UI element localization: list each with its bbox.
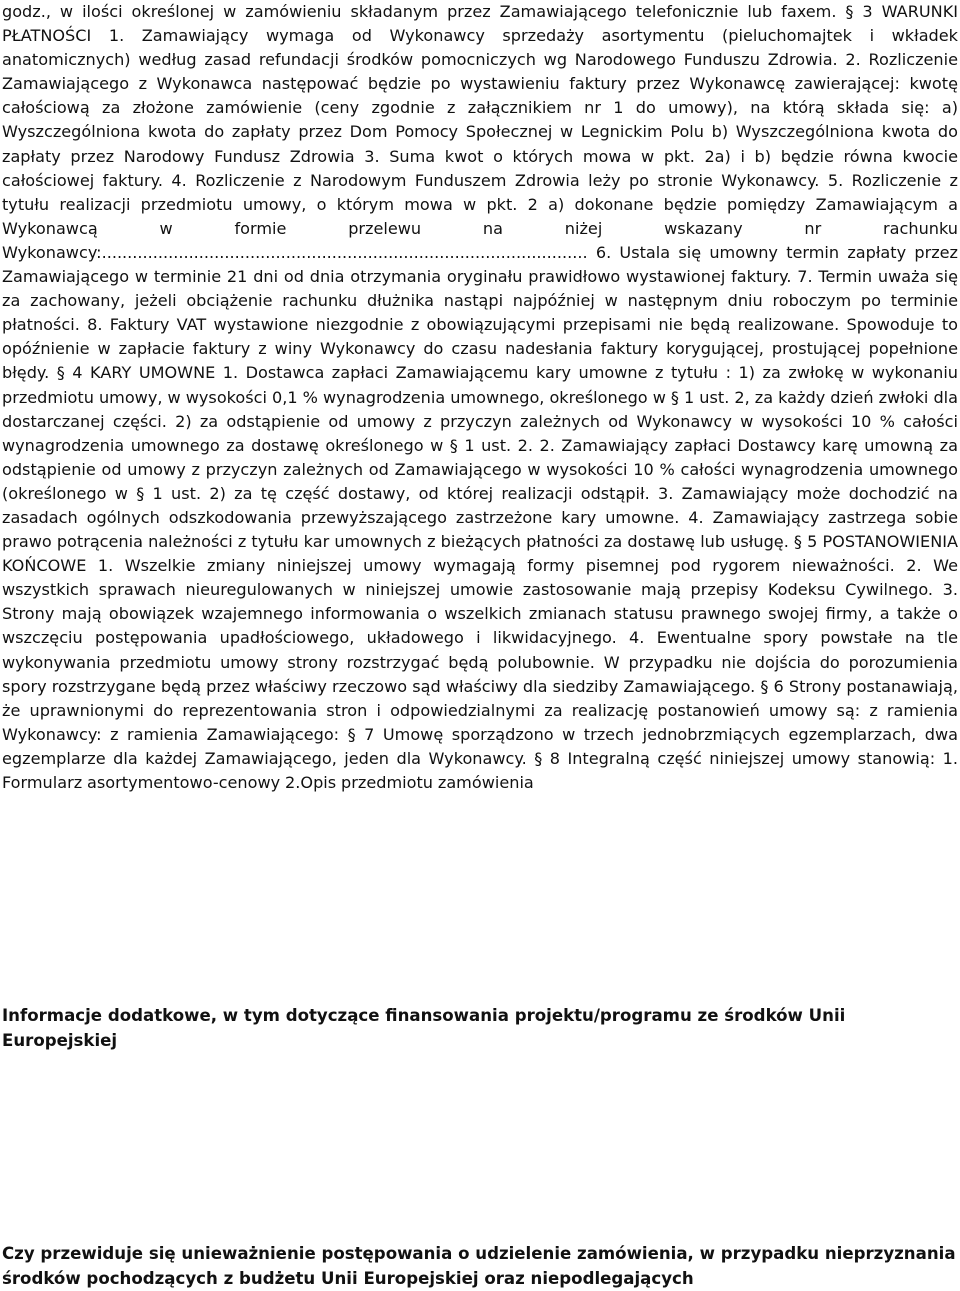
contract-terms-paragraph: godz., w ilości określonej w zamówieniu składanym przez Zamawiającego telefonicznie lub faxem. § 3 WARUNKI PŁATNOŚCI 1. Zamawiający wymaga od Wykonawcy sprzedaży asortymentu (pieluchomajtek i wkładek anatomicznych) według zasad refundacji środków pomocniczych wg Narodowego Funduszu Zdrowia. 2. Rozliczenie Zamawiającego z Wykonawca następować będzie po wystawieniu faktury przez Wykonawcę zawierającej: kwotę całościową za złożone zamówienie (ceny zgodnie z załącznikiem nr 1 do umowy), na którą składa się: a) Wyszczególniona kwota do zapłaty przez Dom Pomocy Społecznej w Legnickim Polu b) Wyszczególniona kwota do zapłaty przez Narodowy Fundusz Zdrowia 3. Suma kwot o których mowa w pkt. 2a) i b) będzie równa kwocie całościowej faktury. 4. Rozliczenie z Narodowym Funduszem Zdrowia leży po stronie Wykonawcy. 5. Rozliczenie z tytułu realizacji przedmiotu umowy, o którym mowa w pkt. 2 a) dokonane będzie pomiędzy Zamawiającym a Wykonawcą w formie przelewu na niżej wskazany nr rachunku Wykonawcy:............................................................................................... 6. Ustala się umowny termin zapłaty przez Zamawiającego w terminie 21 dni od dnia otrzymania oryginału prawidłowo wystawionej faktury. 7. Termin uważa się za zachowany, jeżeli obciążenie rachunku dłużnika nastąpi najpóźniej w następnym dniu roboczym po terminie płatności. 8. Faktury VAT wystawione niezgodnie z obowiązującymi przepisami nie będą realizowane. Spowoduje to opóźnienie w zapłacie faktury z winy Wykonawcy do czasu nadesłania faktury korygującej, prostującej popełnione błędy. § 4 KARY UMOWNE 1. Dostawca zapłaci Zamawiającemu kary umowne z tytułu : 1) za zwłokę w wykonaniu przedmiotu umowy, w wysokości 0,1 % wynagrodzenia umownego, określonego w § 1 ust. 2, za każdy dzień zwłoki dla dostarczanej części. 2) za odstąpienie od umowy z przyczyn zależnych od Wykonawcy w wysokości 10 % całości wynagrodzenia umownego za dostawę określonego w § 1 ust. 2. 2. Zamawiający zapłaci Dostawcy karę umowną za odstąpienie od umowy z przyczyn zależnych od Zamawiającego w wysokości 10 % całości wynagrodzenia umownego (określonego w § 1 ust. 2) za tę część dostawy, od której realizacji odstąpił. 3. Zamawiający może dochodzić na zasadach ogólnych odszkodowania przewyższającego zastrzeżone kary umowne. 4. Zamawiający zastrzega sobie prawo potrącenia należności z tytułu kar umownych z bieżących płatności za dostawę lub usługę. § 5 POSTANOWIENIA KOŃCOWE 1. Wszelkie zmiany niniejszej umowy wymagają formy pisemnej pod rygorem nieważności. 2. We wszystkich sprawach nieuregulowanych w niniejszej umowie zastosowanie mają przepisy Kodeksu Cywilnego. 3. Strony mają obowiązek wzajemnego informowania o wszelkich zmianach statusu prawnego swojej firmy, a także o wszczęciu postępowania upadłościowego, układowego i likwidacyjnego. 4. Ewentualne spory powstałe na tle wykonywania przedmiotu umowy strony rozstrzygać będą polubownie. W przypadku nie dojścia do porozumienia spory rozstrzygane będą przez właściwy rzeczowo sąd właściwy dla siedziby Zamawiającego. § 6 Strony postanawiają, że uprawnionymi do reprezentowania stron i odpowiedzialnymi za realizację postanowień umowy są: z ramienia Wykonawcy: z ramienia Zamawiającego: § 7 Umowę sporządzono w trzech jednobrzmiących egzemplarzach, dwa egzemplarze dla każdej Zamawiającego, jeden dla Wykonawcy. § 8 Integralną część niniejszej umowy stanowią: 1. Formularz asortymentowo-cenowy 2.Opis przedmiotu zamówienia bbox=[2, 2, 958, 792]
eu-funding-info-heading: Informacje dodatkowe, w tym dotyczące finansowania projektu/programu ze środków Unii Europejskiej bbox=[2, 1006, 846, 1050]
procedure-cancellation-heading: Czy przewiduje się unieważnienie postępowania o udzielenie zamówienia, w przypadku nieprzyznania środków pochodzących z budżetu Unii Europejskiej oraz niepodlegających bbox=[2, 1244, 956, 1288]
